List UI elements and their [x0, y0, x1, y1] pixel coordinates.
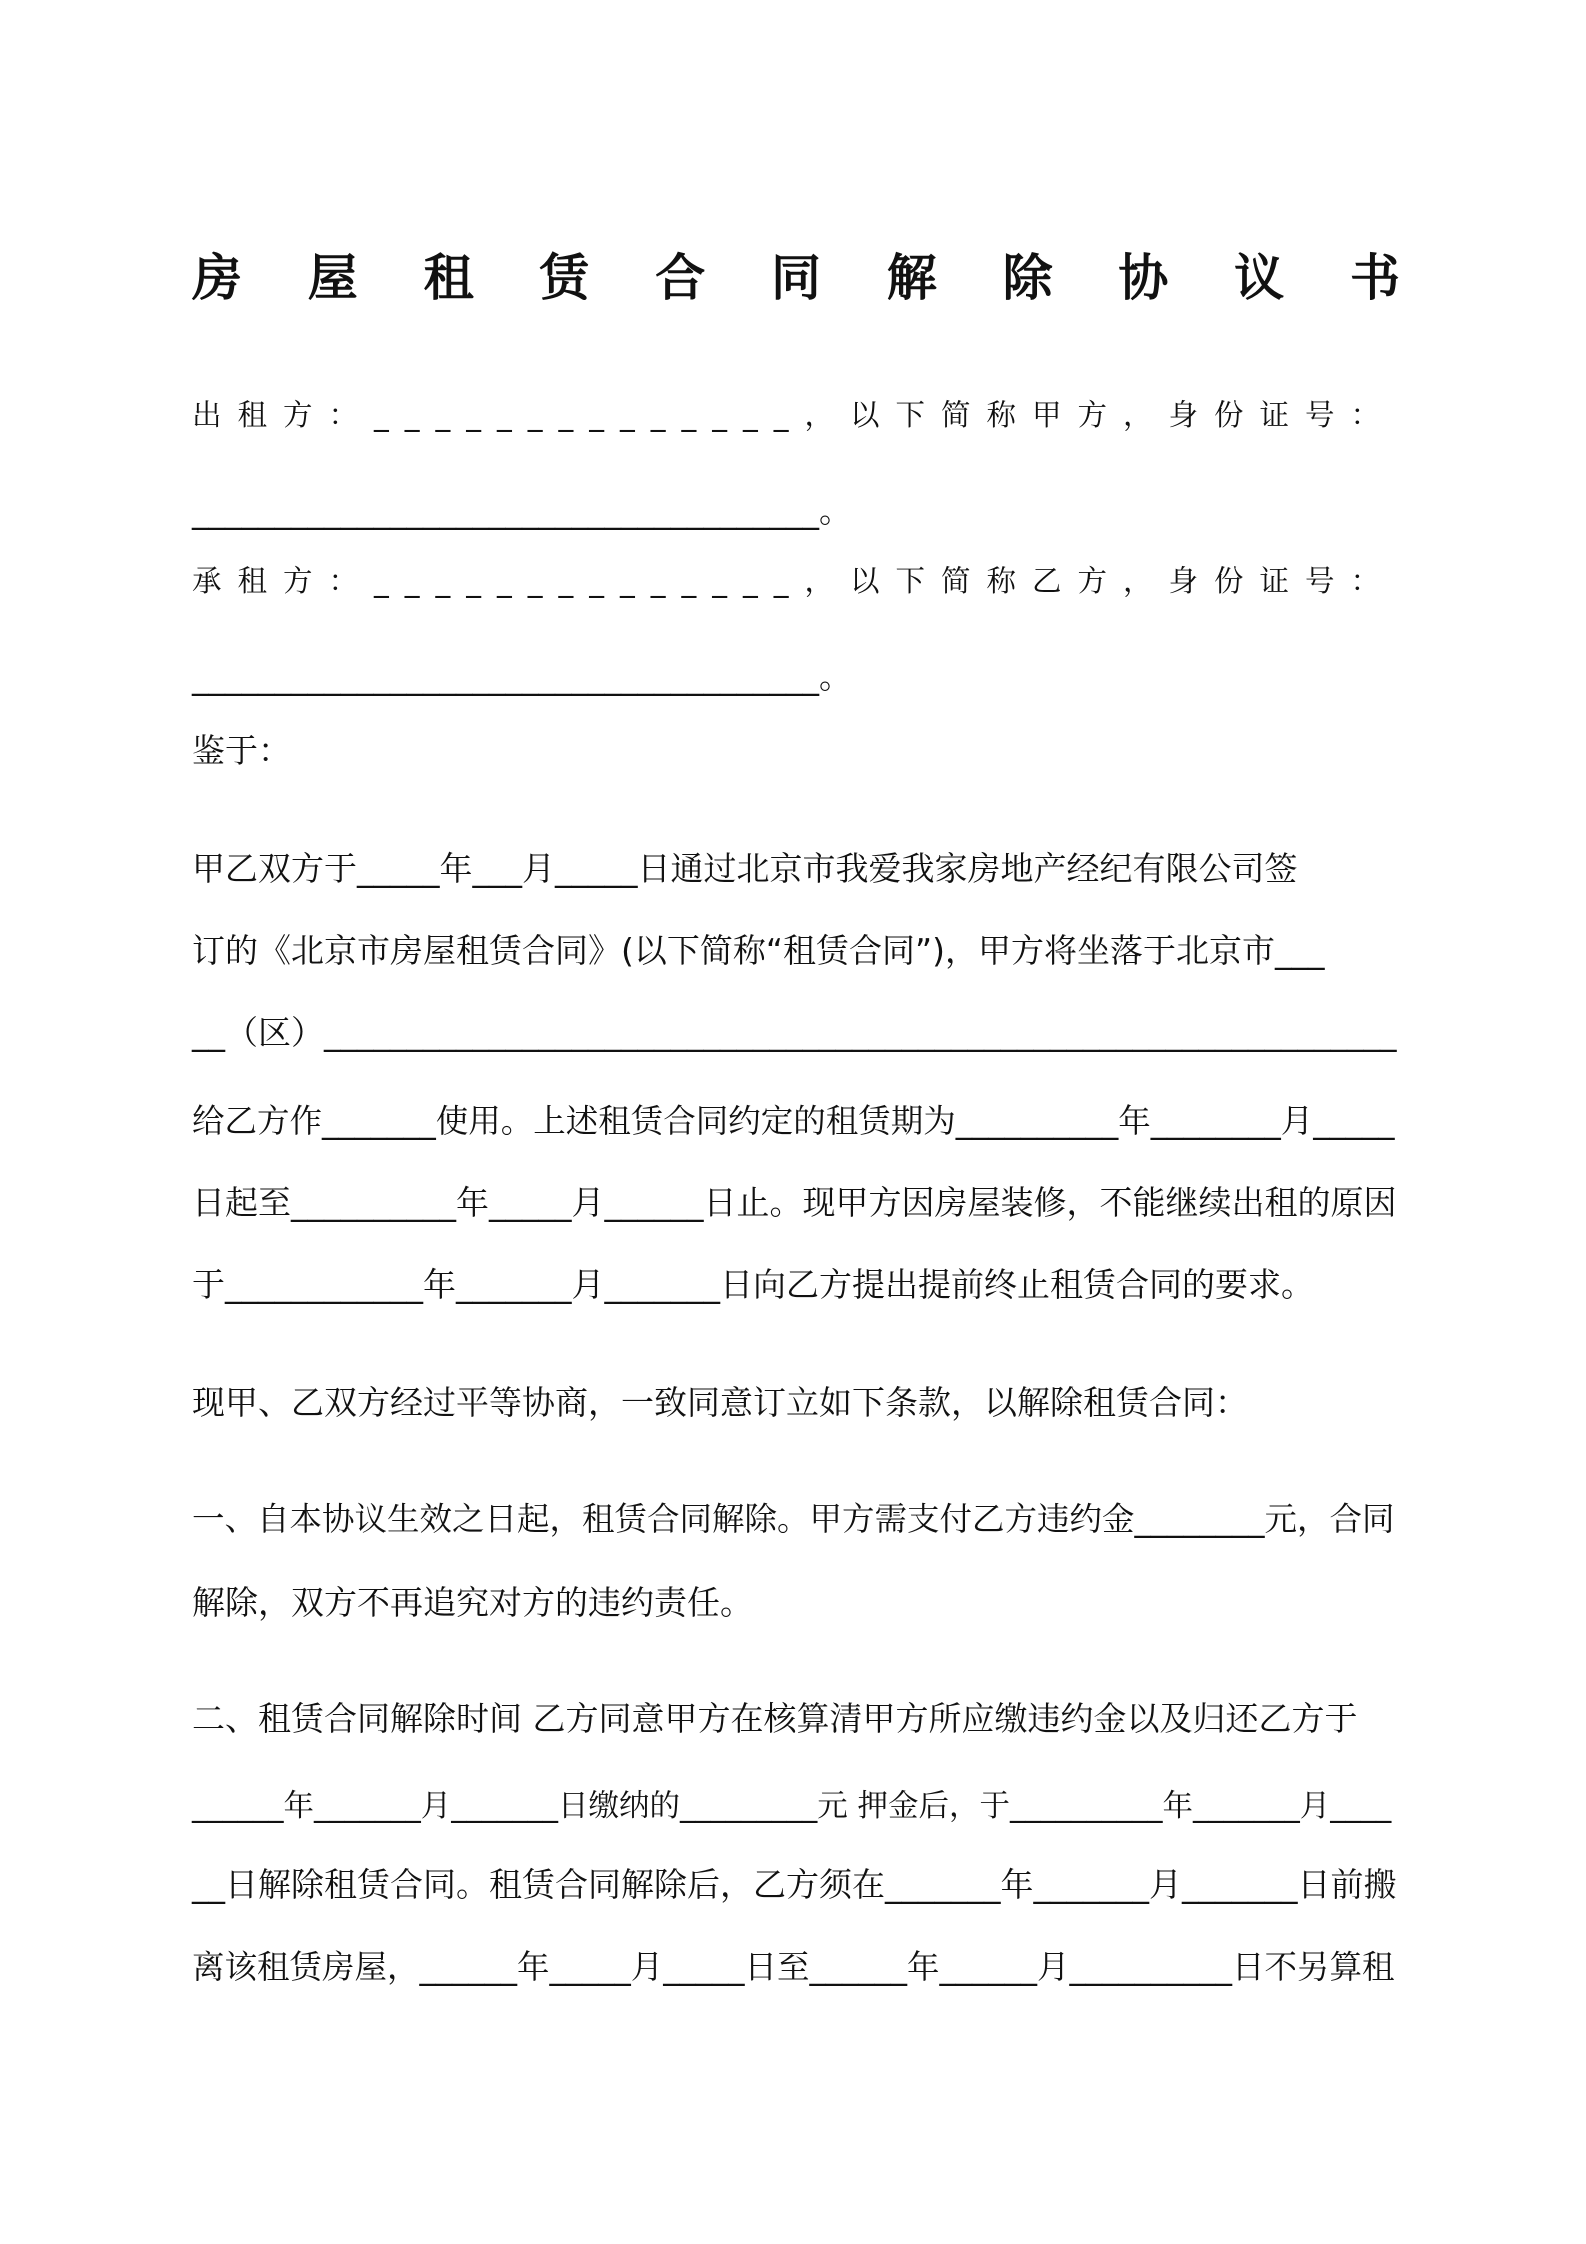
title-char: 租 [423, 249, 474, 307]
recital-line: 于____________年_______月_______日向乙方提出提前终止租赁合同的要求。 [192, 1265, 1314, 1304]
recital-line: 日起至__________年_____月______日止。现甲方因房屋装修，不能继续出租的原因 [192, 1183, 1397, 1222]
recital-line: __（区）_________________________________________________________________ [192, 1013, 1397, 1052]
title-char: 解 [886, 249, 937, 307]
title-char: 屋 [307, 249, 358, 307]
clause-two-line: __日解除租赁合同。租赁合同解除后，乙方须在_______年_______月_______日前搬 [192, 1865, 1397, 1904]
clause-two-line: 离该租赁房屋，______年_____月_____日至______年______月__________日不另算租 [192, 1948, 1395, 1986]
clause-one-line: 解除，双方不再追究对方的违约责任。 [192, 1583, 753, 1622]
agreement-intro: 现甲、乙双方经过平等协商，一致同意订立如下条款，以解除租赁合同： [192, 1383, 1248, 1422]
clause-one-line: 一、自本协议生效之日起，租赁合同解除。甲方需支付乙方违约金________元，合同 [192, 1500, 1395, 1538]
lessor-id-line: ______________________________________。 [192, 491, 852, 530]
document-title [192, 238, 1400, 318]
recital-line: 甲乙双方于_____年___月_____日通过北京市我爱我家房地产经纪有限公司签 [192, 849, 1298, 888]
title-char: 议 [1234, 249, 1285, 307]
title-char: 赁 [539, 249, 590, 307]
title-char: 合 [655, 249, 706, 307]
clause-two-line: 二、租赁合同解除时间 乙方同意甲方在核算清甲方所应缴违约金以及归还乙方于 [192, 1699, 1358, 1738]
title-char: 房 [192, 249, 242, 307]
title-char: 同 [770, 249, 821, 307]
lessee-line: 承租方：______________，以下简称乙方，身份证号： [192, 564, 1397, 598]
recital-line: 订的《北京市房屋租赁合同》(以下简称“租赁合同”)，甲方将坐落于北京市___ [192, 931, 1325, 970]
whereas-heading: 鉴于： [192, 731, 291, 770]
title-char: 协 [1118, 249, 1169, 307]
lessor-line: 出租方：______________，以下简称甲方，身份证号： [192, 398, 1397, 432]
lessee-id-line: ______________________________________。 [192, 657, 852, 696]
recital-line: 给乙方作_______使用。上述租赁合同约定的租赁期为__________年________月_____ [192, 1102, 1395, 1140]
clause-two-line: ______年_______月_______日缴纳的_________元 押金后，于__________年_______月____ [192, 1789, 1392, 1824]
title-char: 书 [1349, 249, 1400, 307]
title-char: 除 [1002, 249, 1053, 307]
